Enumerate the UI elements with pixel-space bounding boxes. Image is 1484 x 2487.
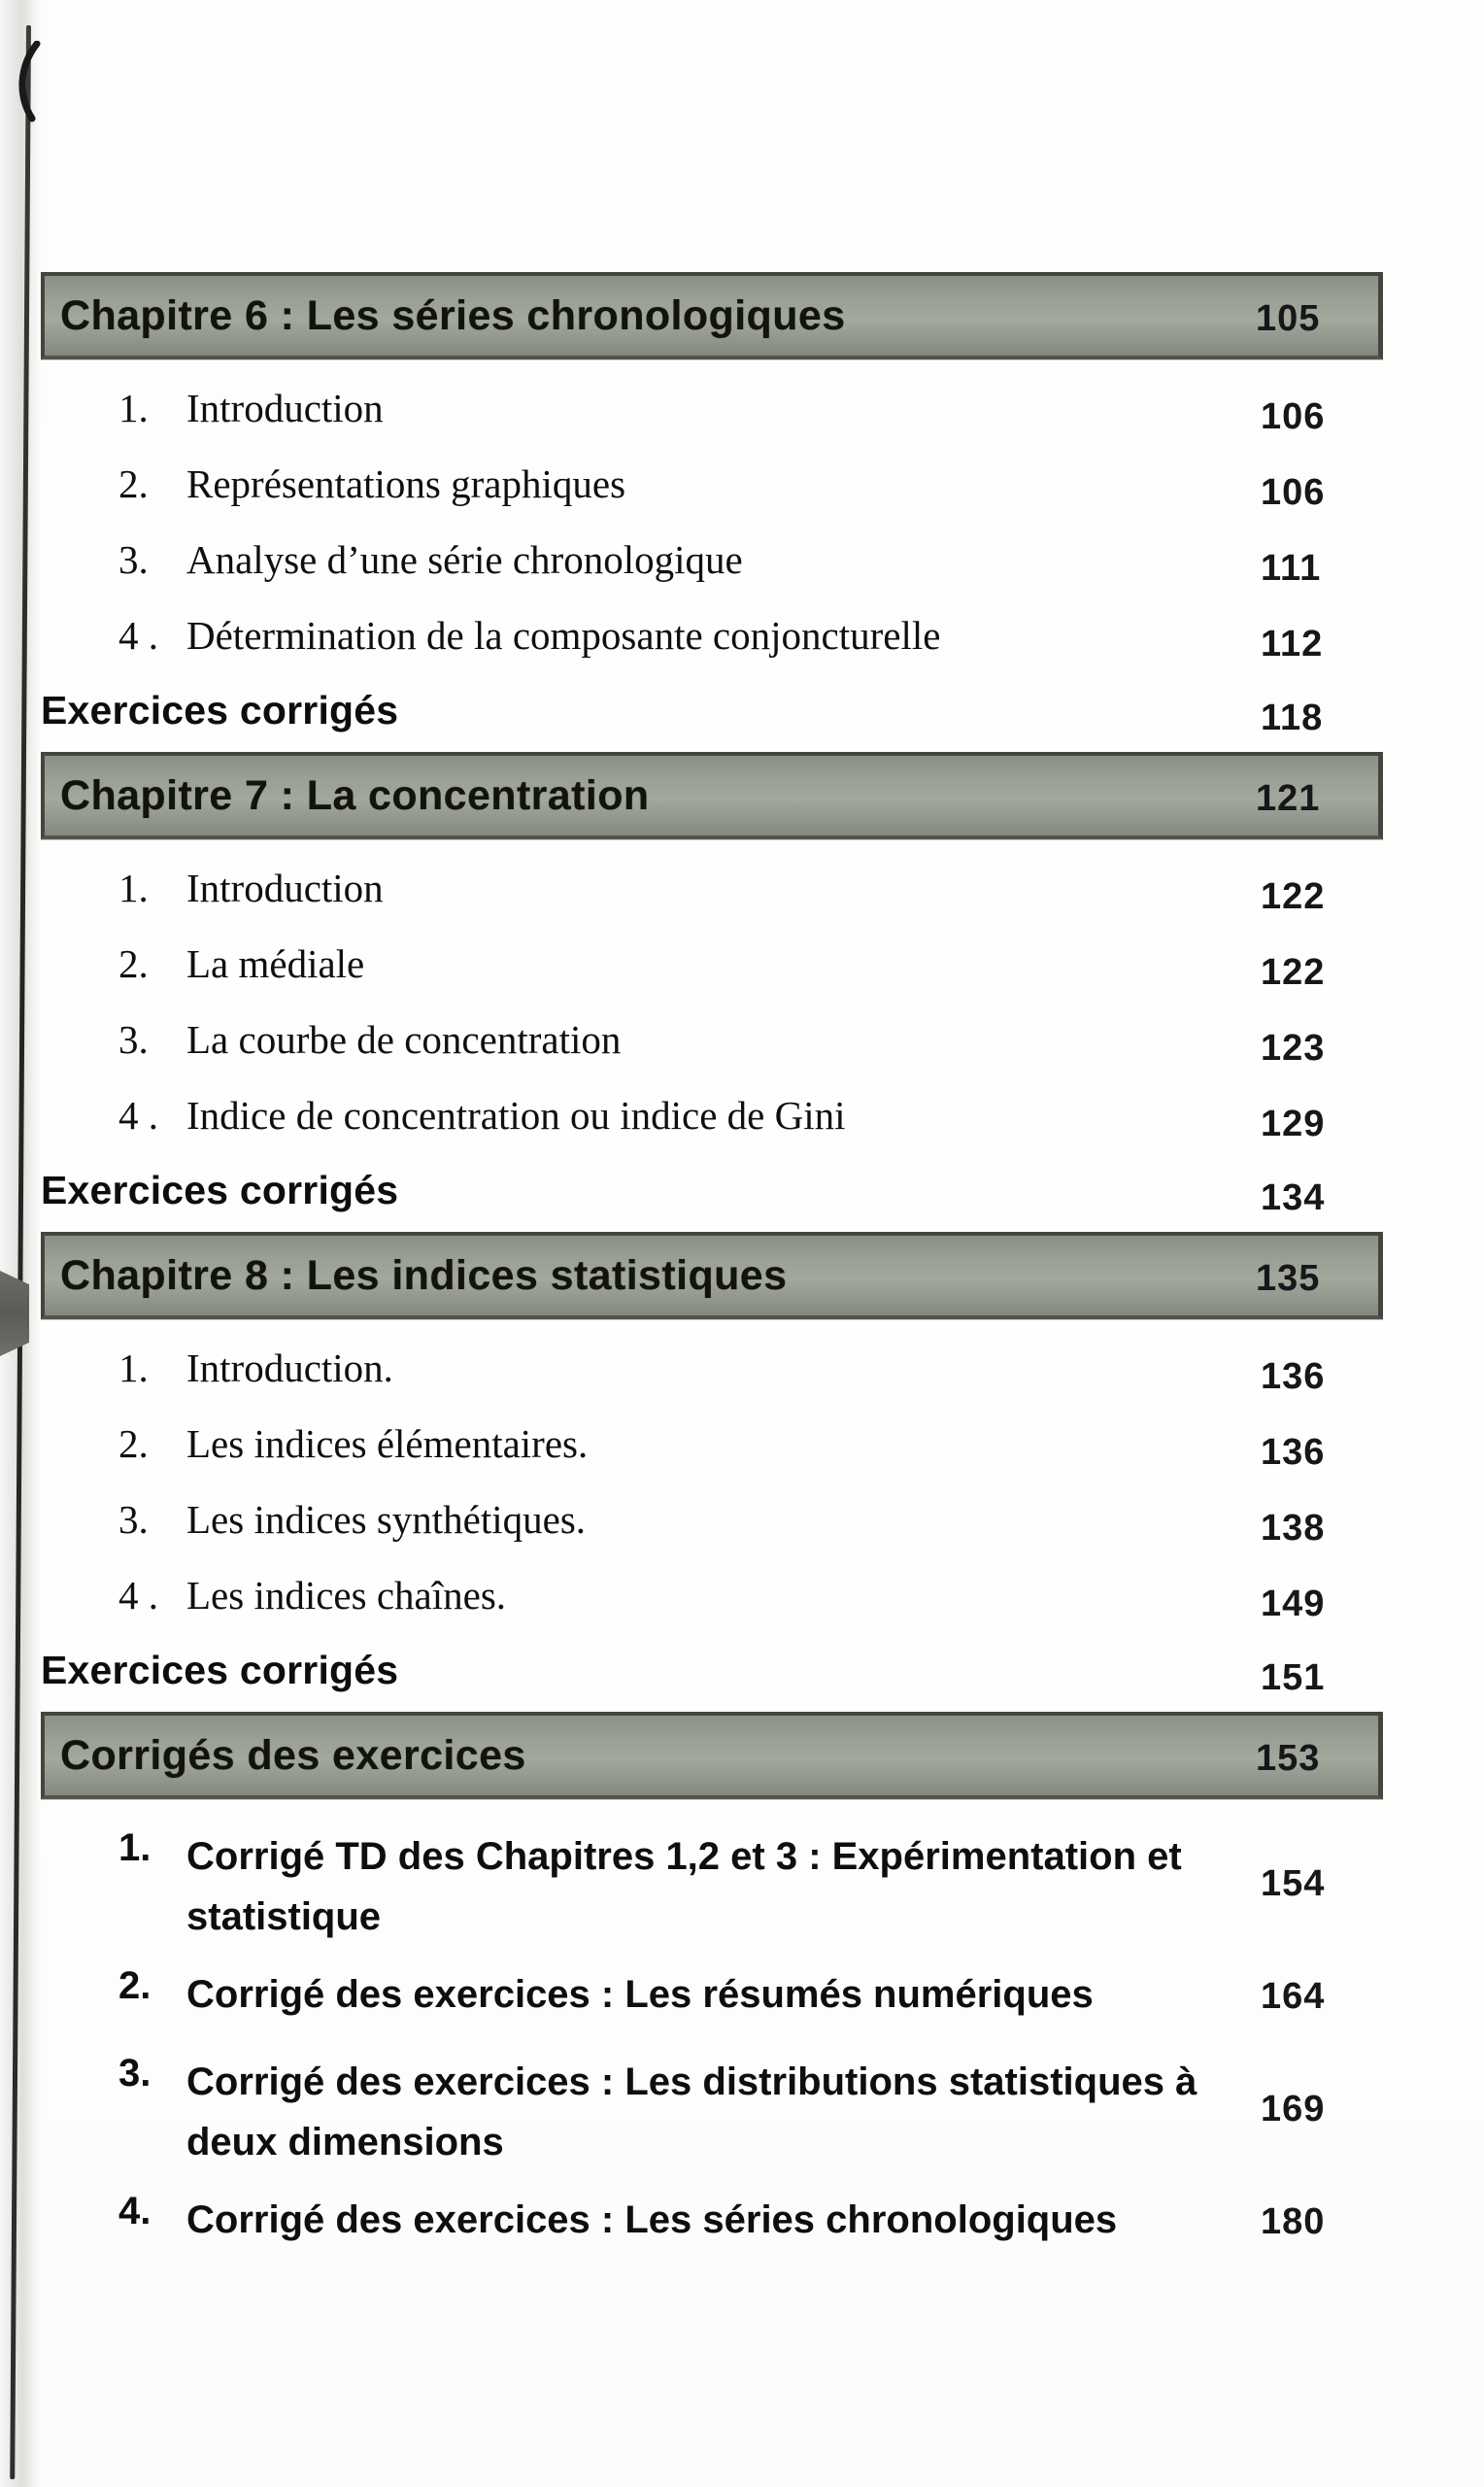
- toc-item: [41, 1486, 1383, 1562]
- exercises-row: [41, 1638, 1383, 1712]
- item-page-number: 112: [1261, 624, 1324, 664]
- item-page-number: 164: [1261, 1975, 1326, 2017]
- item-number: 1.: [118, 866, 149, 910]
- exercises-row: [41, 1158, 1383, 1232]
- section-title: Chapitre 6 : Les séries chronologiques: [60, 291, 846, 339]
- item-page-number: 106: [1261, 472, 1326, 513]
- item-page-number: 169: [1261, 2088, 1326, 2129]
- item-label: Analyse d’une série chronologique: [186, 537, 743, 582]
- item-page-number: 149: [1261, 1584, 1326, 1624]
- item-number: 4 .: [118, 1573, 158, 1618]
- toc-item: [41, 931, 1383, 1006]
- chapter-section: [41, 272, 1383, 752]
- toc-item: [41, 527, 1383, 602]
- exercises-label: Exercices corrigés: [41, 1648, 399, 1692]
- item-page-number: 123: [1261, 1028, 1326, 1069]
- item-page-number: 154: [1261, 1862, 1326, 1904]
- bookmark-tab: [0, 1271, 29, 1356]
- exercises-row: [41, 678, 1383, 752]
- item-page-number: 106: [1261, 396, 1326, 437]
- item-number: 3.: [118, 1497, 149, 1542]
- item-page-number: 138: [1261, 1508, 1326, 1549]
- item-page-number: 122: [1261, 952, 1326, 993]
- exercises-page-number: 118: [1261, 698, 1324, 738]
- item-label: Introduction: [186, 866, 384, 910]
- item-number: 1.: [118, 1346, 149, 1390]
- section-page-number: 153: [1256, 1737, 1321, 1779]
- toc-item: [41, 1953, 1383, 2040]
- item-number: 2.: [118, 461, 149, 506]
- section-header-bar: [41, 752, 1383, 839]
- toc-item: [41, 602, 1383, 678]
- chapter-section: [41, 752, 1383, 1232]
- item-number: 2.: [118, 1964, 152, 2007]
- item-label: La médiale: [186, 941, 365, 986]
- section-header-bar: [41, 1232, 1383, 1319]
- item-number: 4 .: [118, 1093, 158, 1138]
- toc-item: [41, 1006, 1383, 1082]
- item-label: Les indices élémentaires.: [186, 1421, 589, 1466]
- item-number: 3.: [118, 1017, 149, 1062]
- item-number: 3.: [118, 2052, 152, 2095]
- section-title: Corrigés des exercices: [60, 1731, 526, 1779]
- section-page-number: 135: [1256, 1257, 1321, 1299]
- item-label: Les indices chaînes.: [186, 1573, 507, 1618]
- item-number: 2.: [118, 1421, 149, 1466]
- section-title: Chapitre 8 : Les indices statistiques: [60, 1251, 788, 1299]
- item-number: 4.: [118, 2190, 152, 2232]
- section-header-bar: [41, 272, 1383, 359]
- section-header-bar: [41, 1712, 1383, 1799]
- item-number: 1.: [118, 1826, 152, 1869]
- item-page-number: 136: [1261, 1356, 1326, 1397]
- item-number: 2.: [118, 941, 149, 986]
- exercises-label: Exercices corrigés: [41, 1168, 399, 1212]
- item-label: Les indices synthétiques.: [186, 1497, 587, 1542]
- toc-item: [41, 451, 1383, 527]
- section-page-number: 121: [1256, 777, 1321, 819]
- item-label: Corrigé TD des Chapitres 1,2 et 3 : Expérimentation et statistique: [186, 1835, 1182, 1938]
- answers-section: [41, 1712, 1383, 2266]
- item-label: Introduction: [186, 386, 384, 430]
- exercises-label: Exercices corrigés: [41, 688, 399, 732]
- section-title: Chapitre 7 : La concentration: [60, 771, 650, 819]
- item-page-number: 180: [1261, 2200, 1326, 2242]
- chapter-section: [41, 1232, 1383, 1712]
- item-number: 4 .: [118, 613, 158, 658]
- toc-item: [41, 1562, 1383, 1638]
- toc: [41, 0, 1383, 2266]
- toc-item: [41, 855, 1383, 931]
- toc-item: [41, 1335, 1383, 1411]
- toc-item: [41, 375, 1383, 451]
- item-label: Indice de concentration ou indice de Gini: [186, 1093, 846, 1138]
- item-label: Corrigé des exercices : Les résumés numériques: [186, 1973, 1094, 2016]
- item-label: La courbe de concentration: [186, 1017, 622, 1062]
- toc-item: [41, 2040, 1383, 2178]
- item-page-number: 122: [1261, 876, 1326, 917]
- toc-item: [41, 2178, 1383, 2266]
- item-label: Corrigé des exercices : Les séries chronologiques: [186, 2198, 1118, 2241]
- toc-item: [41, 1082, 1383, 1158]
- item-label: Détermination de la composante conjoncturelle: [186, 613, 941, 658]
- item-page-number: 129: [1261, 1104, 1326, 1144]
- item-label: Corrigé des exercices : Les distributions statistiques à deux dimensions: [186, 2061, 1197, 2163]
- section-page-number: 105: [1256, 297, 1321, 339]
- item-number: 1.: [118, 386, 149, 430]
- exercises-page-number: 134: [1261, 1177, 1326, 1218]
- item-label: Introduction.: [186, 1346, 393, 1390]
- item-number: 3.: [118, 537, 149, 582]
- item-page-number: 136: [1261, 1432, 1326, 1473]
- toc-item: [41, 1411, 1383, 1486]
- exercises-page-number: 151: [1261, 1657, 1326, 1698]
- item-label: Représentations graphiques: [186, 461, 626, 506]
- toc-item: [41, 1815, 1383, 1953]
- item-page-number: 111: [1261, 548, 1322, 589]
